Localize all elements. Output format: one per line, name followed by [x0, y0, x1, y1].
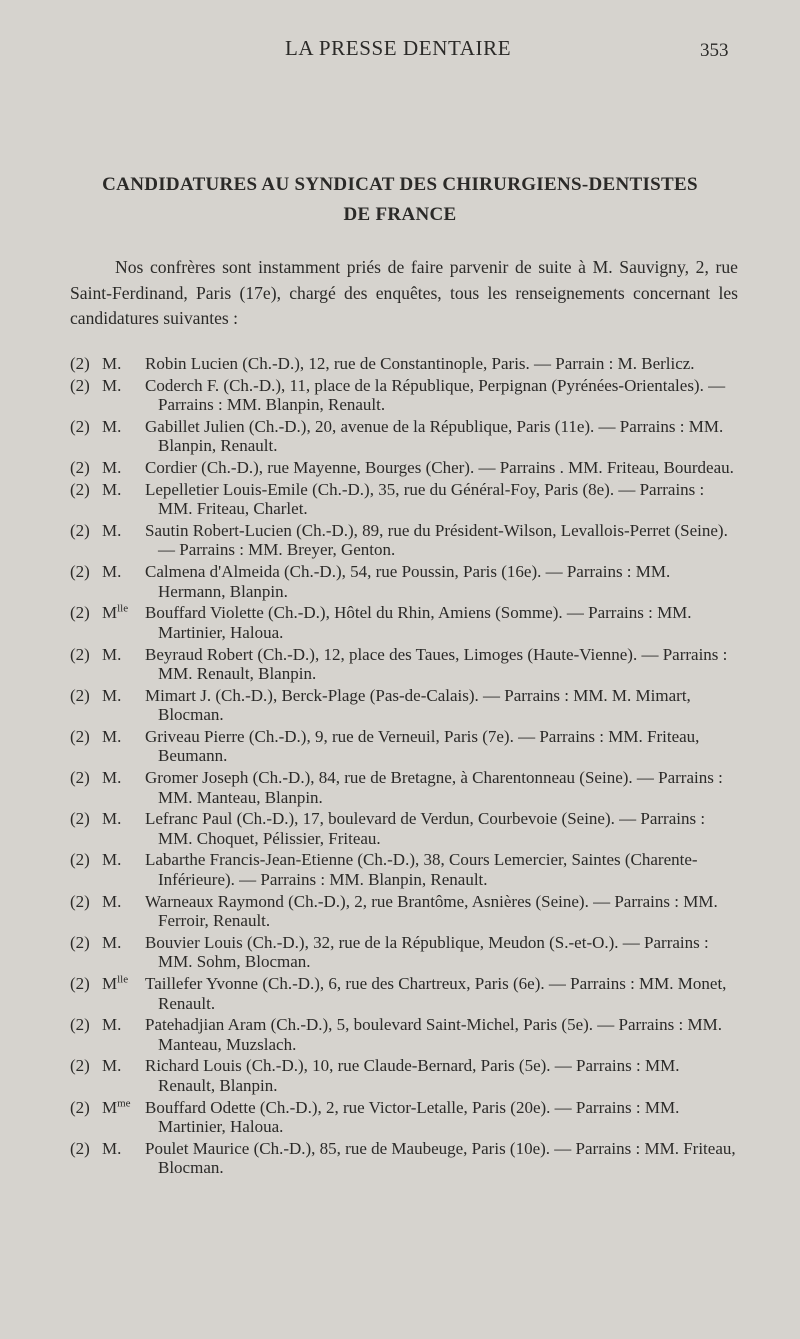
article-title: [60, 170, 740, 230]
entry-civility: [102, 768, 121, 788]
entry-text: Gromer Joseph (Ch.-D.), 84, rue de Bretagne, à Charentonneau (Seine). — Parrains : MM. Manteau, Blanpin.: [145, 768, 723, 807]
entry-number: (2): [70, 809, 90, 829]
candidate-entry: [70, 562, 738, 601]
article-title-line-2: DE FRANCE: [343, 204, 457, 225]
candidate-entry: [70, 417, 738, 456]
entry-number: (2): [70, 1015, 90, 1035]
entry-civility-text: M: [102, 603, 118, 623]
candidate-entry: [70, 768, 738, 807]
candidate-entry: [70, 686, 738, 725]
entry-civility: [102, 727, 121, 747]
candidate-list: [70, 354, 738, 1180]
entry-civility-text: M.: [102, 1138, 122, 1158]
entry-number: (2): [70, 891, 90, 911]
candidate-entry: [70, 1098, 738, 1137]
entry-civility: [102, 892, 121, 912]
candidate-entry: [70, 521, 738, 560]
entry-number: (2): [70, 520, 90, 540]
entry-civility-text: M.: [102, 726, 122, 746]
entry-text: Coderch F. (Ch.-D.), 11, place de la République, Perpignan (Pyrénées-Orientales). — Parrains : MM. Blanpin, Renault.: [145, 375, 726, 415]
entry-number: (2): [70, 726, 90, 746]
entry-civility: [102, 1139, 121, 1159]
running-header: [0, 36, 800, 66]
candidate-entry: [70, 727, 738, 766]
entry-civility-text: M.: [102, 458, 122, 478]
candidate-entry: [70, 376, 738, 415]
entry-civility: [102, 354, 121, 374]
candidate-entry: [70, 1139, 738, 1178]
entry-number: (2): [70, 768, 90, 788]
intro-paragraph: Nos confrères sont instamment priés de faire parvenir de suite à M. Sauvigny, 2, rue Saint-Ferdinand, Paris (17e), chargé des enquêtes, tous les renseignements concernant les candidatures suivantes :: [70, 257, 738, 328]
entry-text: Mimart J. (Ch.-D.), Berck-Plage (Pas-de-Calais). — Parrains : MM. M. Mimart, Blocman.: [145, 685, 691, 725]
entry-text: Robin Lucien (Ch.-D.), 12, rue de Constantinople, Paris. — Parrain : M. Berlicz.: [145, 354, 695, 373]
entry-text: Warneaux Raymond (Ch.-D.), 2, rue Brantôme, Asnières (Seine). — Parrains : MM. Ferroir, Renault.: [145, 891, 718, 931]
entry-number: (2): [70, 603, 90, 623]
entry-civility-text: M.: [102, 1015, 122, 1035]
entry-civility: [102, 1098, 131, 1118]
candidate-entry: [70, 1015, 738, 1054]
candidate-entry: [70, 354, 738, 374]
entry-text: Griveau Pierre (Ch.-D.), 9, rue de Verneuil, Paris (7e). — Parrains : MM. Friteau, Beumann.: [145, 726, 700, 766]
entry-civility: [102, 1015, 121, 1035]
entry-civility-text: M.: [102, 520, 122, 540]
entry-number: (2): [70, 416, 90, 436]
entry-number: (2): [70, 479, 90, 499]
entry-civility: [102, 417, 121, 437]
entry-civility-text: M.: [102, 562, 122, 582]
candidate-entry: [70, 458, 738, 478]
candidate-entry: [70, 850, 738, 889]
entry-text: Lefranc Paul (Ch.-D.), 17, boulevard de Verdun, Courbevoie (Seine). — Parrains : MM. Choquet, Pélissier, Friteau.: [145, 809, 706, 848]
entry-text: Labarthe Francis-Jean-Etienne (Ch.-D.), 38, Cours Lemercier, Saintes (Charente-Inférieure). — Parrains : MM. Blanpin, Renault.: [145, 850, 698, 889]
candidate-entry: [70, 809, 738, 848]
entry-number: (2): [70, 974, 90, 993]
journal-name: LA PRESSE DENTAIRE: [285, 36, 512, 60]
entry-number: (2): [70, 375, 90, 395]
entry-civility: [102, 603, 128, 623]
entry-text: Sautin Robert-Lucien (Ch.-D.), 89, rue du Président-Wilson, Levallois-Perret (Seine). — Parrains : MM. Breyer, Genton.: [145, 520, 728, 560]
candidate-entry: [70, 603, 738, 642]
entry-civility: [102, 933, 121, 953]
entry-civility: [102, 458, 121, 478]
entry-number: (2): [70, 850, 90, 870]
entry-civility: [102, 480, 121, 500]
candidate-entry: [70, 1056, 738, 1095]
entry-number: (2): [70, 458, 90, 478]
entry-civility: [102, 562, 121, 582]
entry-civility-text: M.: [102, 850, 122, 870]
entry-civility-suffix: lle: [117, 602, 129, 615]
candidate-entry: [70, 974, 738, 1013]
entry-number: (2): [70, 1097, 90, 1117]
entry-civility-text: M: [102, 974, 118, 993]
entry-civility: [102, 521, 121, 541]
entry-text: Cordier (Ch.-D.), rue Mayenne, Bourges (Cher). — Parrains . MM. Friteau, Bourdeau.: [145, 458, 734, 478]
entry-number: (2): [70, 932, 90, 952]
entry-text: Bouffard Odette (Ch.-D.), 2, rue Victor-Letalle, Paris (20e). — Parrains : MM. Martinier, Haloua.: [145, 1097, 680, 1137]
entry-civility-text: M.: [102, 932, 122, 952]
entry-civility-text: M.: [102, 768, 122, 788]
entry-text: Taillefer Yvonne (Ch.-D.), 6, rue des Chartreux, Paris (6e). — Parrains : MM. Monet, Renault.: [145, 974, 727, 1013]
candidate-entry: [70, 933, 738, 972]
entry-text: Poulet Maurice (Ch.-D.), 85, rue de Maubeuge, Paris (10e). — Parrains : MM. Friteau, Blocman.: [145, 1138, 736, 1178]
entry-civility-text: M.: [102, 354, 122, 373]
entry-civility: [102, 645, 121, 665]
entry-civility-suffix: lle: [117, 973, 129, 986]
entry-civility: [102, 809, 121, 829]
entry-number: (2): [70, 1056, 90, 1076]
entry-number: (2): [70, 644, 90, 664]
entry-text: Calmena d'Almeida (Ch.-D.), 54, rue Poussin, Paris (16e). — Parrains : MM. Hermann, Blanpin.: [145, 562, 671, 601]
entry-civility-text: M.: [102, 809, 122, 829]
article-title-line-1: CANDIDATURES AU SYNDICAT DES CHIRURGIENS-DENTISTES: [102, 174, 698, 195]
entry-number: (2): [70, 562, 90, 582]
entry-text: Gabillet Julien (Ch.-D.), 20, avenue de la République, Paris (11e). — Parrains : MM. Blanpin, Renault.: [145, 416, 724, 456]
entry-number: (2): [70, 1138, 90, 1158]
entry-civility: [102, 686, 121, 706]
entry-text: Richard Louis (Ch.-D.), 10, rue Claude-Bernard, Paris (5e). — Parrains : MM. Renault, Blanpin.: [145, 1056, 680, 1095]
entry-text: Lepelletier Louis-Emile (Ch.-D.), 35, rue du Général-Foy, Paris (8e). — Parrains : MM. Friteau, Charlet.: [145, 479, 705, 519]
entry-text: Bouvier Louis (Ch.-D.), 32, rue de la République, Meudon (S.-et-O.). — Parrains : MM. Sohm, Blocman.: [145, 932, 709, 972]
entry-civility-text: M.: [102, 685, 122, 705]
entry-civility-text: M.: [102, 416, 122, 436]
entry-civility: [102, 974, 128, 994]
entry-text: Bouffard Violette (Ch.-D.), Hôtel du Rhin, Amiens (Somme). — Parrains : MM. Martinier, Haloua.: [145, 603, 692, 642]
entry-civility-text: M.: [102, 1056, 122, 1076]
entry-civility-text: M.: [102, 644, 122, 664]
candidate-entry: [70, 480, 738, 519]
candidate-entry: [70, 645, 738, 684]
entry-number: (2): [70, 354, 90, 373]
entry-civility-text: M: [102, 1097, 118, 1117]
entry-civility: [102, 850, 121, 870]
entry-text: Beyraud Robert (Ch.-D.), 12, place des Taues, Limoges (Haute-Vienne). — Parrains : MM. Renault, Blanpin.: [145, 644, 728, 683]
entry-civility-suffix: me: [117, 1096, 131, 1109]
entry-civility: [102, 1056, 121, 1076]
page-number: 353: [700, 40, 729, 61]
candidate-entry: [70, 892, 738, 931]
entry-civility-text: M.: [102, 479, 122, 499]
entry-number: (2): [70, 685, 90, 705]
entry-civility-text: M.: [102, 891, 122, 911]
entry-civility-text: M.: [102, 375, 122, 395]
entry-civility: [102, 376, 121, 396]
entry-text: Patehadjian Aram (Ch.-D.), 5, boulevard Saint-Michel, Paris (5e). — Parrains : MM. Manteau, Muzslach.: [145, 1015, 722, 1054]
